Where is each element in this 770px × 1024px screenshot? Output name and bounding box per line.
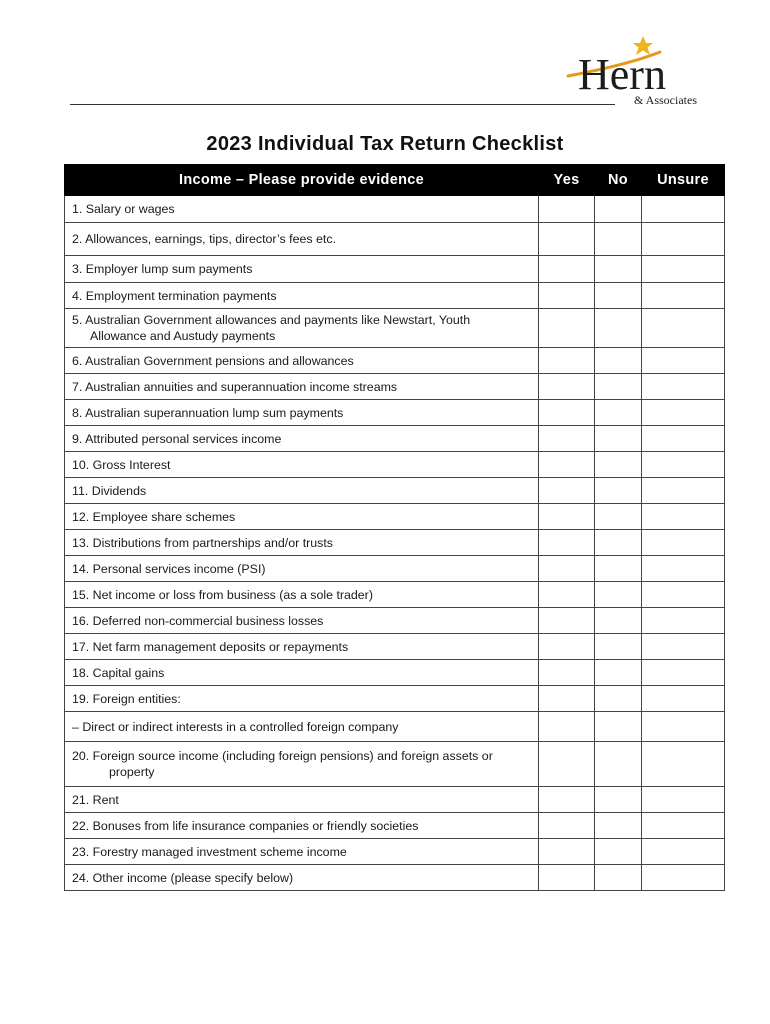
- table-row: [65, 660, 725, 686]
- no-checkbox-cell[interactable]: [595, 348, 642, 374]
- unsure-checkbox-cell[interactable]: [642, 556, 725, 582]
- income-item-cell: [65, 742, 539, 787]
- yes-checkbox-cell[interactable]: [539, 256, 595, 283]
- no-checkbox-cell[interactable]: [595, 283, 642, 309]
- yes-checkbox-cell[interactable]: [539, 787, 595, 813]
- unsure-checkbox-cell[interactable]: [642, 660, 725, 686]
- unsure-checkbox-cell[interactable]: [642, 686, 725, 712]
- no-checkbox-cell[interactable]: [595, 608, 642, 634]
- income-item-label: 2. Allowances, earnings, tips, director’s fees etc.: [72, 232, 337, 246]
- income-item-label: 16. Deferred non-commercial business losses: [72, 613, 324, 628]
- logo-subtitle: & Associates: [634, 93, 697, 107]
- income-item-label: 1. Salary or wages: [72, 202, 175, 216]
- unsure-checkbox-cell[interactable]: [642, 742, 725, 787]
- table-row: [65, 686, 725, 712]
- table-row: [65, 582, 725, 608]
- yes-checkbox-cell[interactable]: [539, 839, 595, 865]
- no-checkbox-cell[interactable]: [595, 309, 642, 348]
- unsure-checkbox-cell[interactable]: [642, 309, 725, 348]
- income-item-cell: [65, 686, 539, 712]
- income-item-cell: [65, 582, 539, 608]
- column-header-no: No: [595, 165, 642, 196]
- yes-checkbox-cell[interactable]: [539, 660, 595, 686]
- yes-checkbox-cell[interactable]: [539, 283, 595, 309]
- yes-checkbox-cell[interactable]: [539, 452, 595, 478]
- table-row: [65, 223, 725, 256]
- yes-checkbox-cell[interactable]: [539, 582, 595, 608]
- income-item-cell: [65, 634, 539, 660]
- yes-checkbox-cell[interactable]: [539, 196, 595, 223]
- no-checkbox-cell[interactable]: [595, 865, 642, 891]
- income-item-cell: [65, 223, 539, 256]
- income-item-cell: [65, 865, 539, 891]
- no-checkbox-cell[interactable]: [595, 634, 642, 660]
- column-header-unsure: Unsure: [642, 165, 725, 196]
- unsure-checkbox-cell[interactable]: [642, 426, 725, 452]
- yes-checkbox-cell[interactable]: [539, 223, 595, 256]
- company-logo: [560, 32, 705, 108]
- income-item-cell: [65, 196, 539, 223]
- income-item-cell: [65, 400, 539, 426]
- yes-checkbox-cell[interactable]: [539, 400, 595, 426]
- unsure-checkbox-cell[interactable]: [642, 608, 725, 634]
- table-row: [65, 865, 725, 891]
- income-item-label: 19. Foreign entities:: [72, 691, 181, 706]
- income-item-label-continued: property: [109, 765, 155, 779]
- income-item-cell: [65, 608, 539, 634]
- income-item-label: 4. Employment termination payments: [72, 288, 277, 303]
- table-row: [65, 742, 725, 787]
- income-item-label: 6. Australian Government pensions and allowances: [72, 353, 354, 368]
- income-item-label: 8. Australian superannuation lump sum payments: [72, 405, 344, 420]
- table-row: [65, 530, 725, 556]
- unsure-checkbox-cell[interactable]: [642, 787, 725, 813]
- unsure-checkbox-cell[interactable]: [642, 478, 725, 504]
- income-item-label: 22. Bonuses from life insurance companies or friendly societies: [72, 818, 419, 833]
- no-checkbox-cell[interactable]: [595, 742, 642, 787]
- unsure-checkbox-cell[interactable]: [642, 283, 725, 309]
- income-item-cell: [65, 256, 539, 283]
- table-row: [65, 400, 725, 426]
- yes-checkbox-cell[interactable]: [539, 348, 595, 374]
- income-item-cell: [65, 504, 539, 530]
- unsure-checkbox-cell[interactable]: [642, 196, 725, 223]
- no-checkbox-cell[interactable]: [595, 256, 642, 283]
- income-item-label: 24. Other income (please specify below): [72, 870, 294, 885]
- unsure-checkbox-cell[interactable]: [642, 634, 725, 660]
- page-title: 2023 Individual Tax Return Checklist: [206, 133, 564, 155]
- table-row: [65, 309, 725, 348]
- income-item-cell: [65, 839, 539, 865]
- income-item-cell: [65, 478, 539, 504]
- income-item-cell: [65, 374, 539, 400]
- income-item-label-continued: Allowance and Austudy payments: [90, 329, 276, 343]
- table-row: [65, 608, 725, 634]
- no-checkbox-cell[interactable]: [595, 582, 642, 608]
- income-item-cell: [65, 530, 539, 556]
- column-header-income: Income – Please provide evidence: [65, 165, 539, 196]
- unsure-checkbox-cell[interactable]: [642, 504, 725, 530]
- unsure-checkbox-cell[interactable]: [642, 452, 725, 478]
- income-item-label: 5. Australian Government allowances and payments like Newstart, Youth: [72, 313, 471, 327]
- income-item-cell: [65, 283, 539, 309]
- no-checkbox-cell[interactable]: [595, 712, 642, 742]
- yes-checkbox-cell[interactable]: [539, 686, 595, 712]
- table-row: [65, 256, 725, 283]
- no-checkbox-cell[interactable]: [595, 196, 642, 223]
- unsure-checkbox-cell[interactable]: [642, 348, 725, 374]
- yes-checkbox-cell[interactable]: [539, 712, 595, 742]
- hern-logo-graphic: [560, 32, 705, 108]
- yes-checkbox-cell[interactable]: [539, 813, 595, 839]
- unsure-checkbox-cell[interactable]: [642, 256, 725, 283]
- yes-checkbox-cell[interactable]: [539, 478, 595, 504]
- table-row: [65, 452, 725, 478]
- income-checklist-table: [64, 164, 725, 891]
- income-item-label: 15. Net income or loss from business (as a sole trader): [72, 587, 373, 602]
- income-item-cell: [65, 348, 539, 374]
- income-item-label: 7. Australian annuities and superannuation income streams: [72, 379, 398, 394]
- income-item-label: 13. Distributions from partnerships and/or trusts: [72, 535, 334, 550]
- table-row: [65, 839, 725, 865]
- income-item-cell: [65, 556, 539, 582]
- table-row: [65, 348, 725, 374]
- no-checkbox-cell[interactable]: [595, 400, 642, 426]
- unsure-checkbox-cell[interactable]: [642, 374, 725, 400]
- unsure-checkbox-cell[interactable]: [642, 530, 725, 556]
- unsure-checkbox-cell[interactable]: [642, 839, 725, 865]
- income-item-cell: [65, 813, 539, 839]
- income-item-label: 12. Employee share schemes: [72, 509, 236, 524]
- table-row: [65, 556, 725, 582]
- income-item-cell: [65, 426, 539, 452]
- checklist-body: [65, 196, 725, 891]
- no-checkbox-cell[interactable]: [595, 530, 642, 556]
- no-checkbox-cell[interactable]: [595, 556, 642, 582]
- table-row: [65, 712, 725, 742]
- income-item-label: 10. Gross Interest: [72, 457, 171, 472]
- yes-checkbox-cell[interactable]: [539, 504, 595, 530]
- yes-checkbox-cell[interactable]: [539, 742, 595, 787]
- yes-checkbox-cell[interactable]: [539, 608, 595, 634]
- unsure-checkbox-cell[interactable]: [642, 865, 725, 891]
- income-item-label: 3. Employer lump sum payments: [72, 262, 253, 276]
- table-row: [65, 813, 725, 839]
- yes-checkbox-cell[interactable]: [539, 556, 595, 582]
- income-item-label: 20. Foreign source income (including foreign pensions) and foreign assets or: [72, 749, 493, 763]
- income-item-cell: [65, 452, 539, 478]
- income-item-label: 21. Rent: [72, 792, 119, 807]
- yes-checkbox-cell[interactable]: [539, 865, 595, 891]
- income-item-cell: [65, 712, 539, 742]
- table-header-row: [65, 165, 725, 196]
- income-item-label: 18. Capital gains: [72, 665, 165, 680]
- income-item-label: – Direct or indirect interests in a controlled foreign company: [72, 719, 399, 734]
- yes-checkbox-cell[interactable]: [539, 634, 595, 660]
- income-item-label: 23. Forestry managed investment scheme income: [72, 844, 347, 859]
- no-checkbox-cell[interactable]: [595, 478, 642, 504]
- income-item-label: 11. Dividends: [72, 483, 147, 498]
- unsure-checkbox-cell[interactable]: [642, 582, 725, 608]
- yes-checkbox-cell[interactable]: [539, 530, 595, 556]
- table-row: [65, 478, 725, 504]
- no-checkbox-cell[interactable]: [595, 839, 642, 865]
- income-item-label: 14. Personal services income (PSI): [72, 561, 266, 576]
- table-row: [65, 426, 725, 452]
- table-row: [65, 787, 725, 813]
- no-checkbox-cell[interactable]: [595, 426, 642, 452]
- unsure-checkbox-cell[interactable]: [642, 223, 725, 256]
- unsure-checkbox-cell[interactable]: [642, 712, 725, 742]
- no-checkbox-cell[interactable]: [595, 813, 642, 839]
- income-item-cell: [65, 660, 539, 686]
- no-checkbox-cell[interactable]: [595, 374, 642, 400]
- income-item-label: 17. Net farm management deposits or repayments: [72, 639, 349, 654]
- no-checkbox-cell[interactable]: [595, 223, 642, 256]
- table-row: [65, 504, 725, 530]
- yes-checkbox-cell[interactable]: [539, 374, 595, 400]
- yes-checkbox-cell[interactable]: [539, 426, 595, 452]
- table-row: [65, 634, 725, 660]
- no-checkbox-cell[interactable]: [595, 504, 642, 530]
- table-row: [65, 196, 725, 223]
- header-divider: [70, 104, 615, 105]
- unsure-checkbox-cell[interactable]: [642, 813, 725, 839]
- income-item-cell: [65, 309, 539, 348]
- income-item-cell: [65, 787, 539, 813]
- yes-checkbox-cell[interactable]: [539, 309, 595, 348]
- no-checkbox-cell[interactable]: [595, 787, 642, 813]
- no-checkbox-cell[interactable]: [595, 686, 642, 712]
- table-row: [65, 283, 725, 309]
- income-item-label: 9. Attributed personal services income: [72, 431, 282, 446]
- no-checkbox-cell[interactable]: [595, 452, 642, 478]
- unsure-checkbox-cell[interactable]: [642, 400, 725, 426]
- table-row: [65, 374, 725, 400]
- no-checkbox-cell[interactable]: [595, 660, 642, 686]
- logo-wordmark: Hern: [578, 50, 666, 99]
- column-header-yes: Yes: [539, 165, 595, 196]
